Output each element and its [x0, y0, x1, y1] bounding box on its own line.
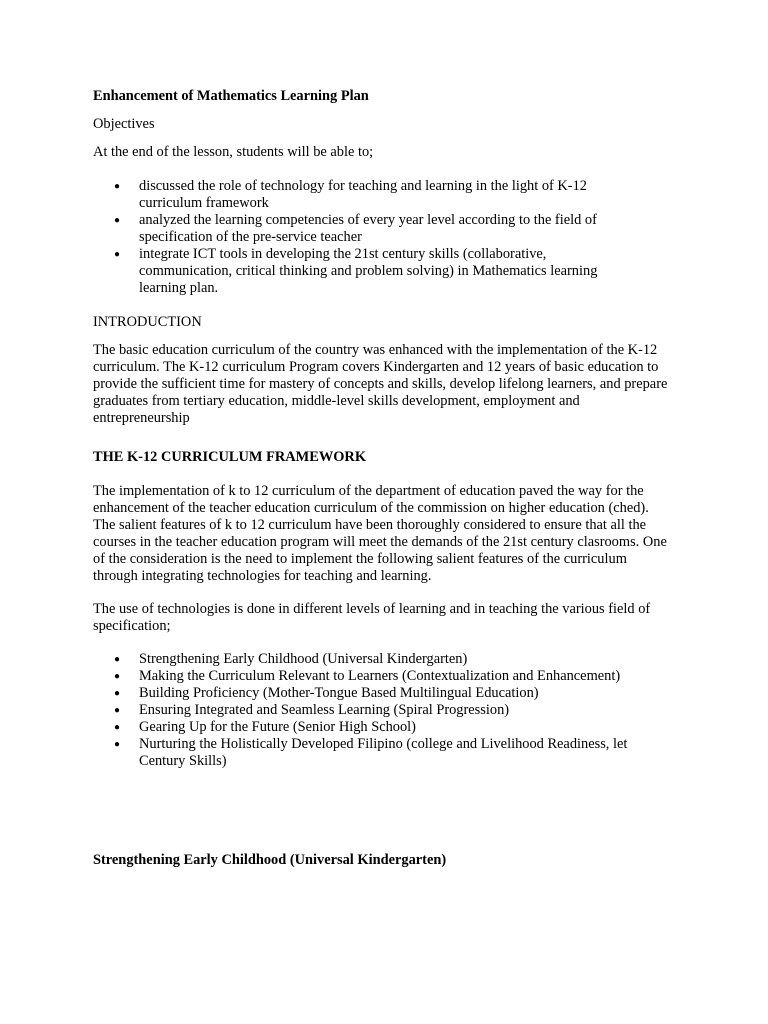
bullet-icon: ● — [114, 688, 121, 699]
bullet-icon: ● — [114, 654, 121, 665]
objective-text: discussed the role of technology for teaching and learning in the light of K-12 curriculum framework — [139, 178, 587, 211]
list-item — [93, 178, 673, 212]
list-item — [93, 719, 673, 736]
introduction-heading: INTRODUCTION — [93, 314, 202, 330]
document-title: Enhancement of Mathematics Learning Plan — [93, 88, 369, 104]
feature-text: Strengthening Early Childhood (Universal Kindergarten) — [139, 651, 468, 667]
list-item — [93, 702, 673, 719]
list-item — [93, 651, 673, 668]
feature-text: Building Proficiency (Mother-Tongue Based Multilingual Education) — [139, 685, 539, 701]
objectives-heading: Objectives — [93, 116, 155, 132]
feature-text: Ensuring Integrated and Seamless Learning (Spiral Progression) — [139, 702, 510, 718]
bullet-icon: ● — [114, 181, 121, 192]
list-item — [93, 668, 673, 685]
list-item — [93, 685, 673, 702]
list-item — [93, 736, 673, 770]
list-item — [93, 246, 673, 297]
feature-text: Gearing Up for the Future (Senior High School) — [139, 719, 416, 735]
technologies-paragraph: The use of technologies is done in different levels of learning and in teaching the various field of specification; — [93, 601, 651, 634]
introduction-paragraph: The basic education curriculum of the country was enhanced with the implementation of the K-12 curriculum. The K-12 curriculum Program covers Kindergarten and 12 years of basic education to provide the sufficient time for mastery of concepts and skills, develop lifelong learners, and prepare graduates from tertiary education, middle-level skills development, employment and entrepreneurship — [93, 342, 668, 426]
list-item — [93, 212, 673, 246]
bullet-icon: ● — [114, 215, 121, 226]
objective-text: integrate ICT tools in developing the 21st century skills (collaborative, communication, critical thinking and problem solving) in Mathematics learning learning plan. — [139, 246, 598, 296]
feature-text: Making the Curriculum Relevant to Learners (Contextualization and Enhancement) — [139, 668, 621, 684]
bullet-icon: ● — [114, 249, 121, 260]
features-list — [93, 651, 673, 770]
bullet-icon: ● — [114, 705, 121, 716]
feature-text: Nurturing the Holistically Developed Filipino (college and Livelihood Readiness, let Century Skills) — [139, 736, 628, 769]
section-heading: Strengthening Early Childhood (Universal Kindergarten) — [93, 852, 447, 868]
bullet-icon: ● — [114, 739, 121, 750]
framework-paragraph: The implementation of k to 12 curriculum of the department of education paved the way for the enhancement of the teacher education curriculum of the commission on higher education (ched). The salient features of k to 12 curriculum have been thoroughly considered to ensure that all the courses in the teacher education program will meet the demands of the 21st century clasrooms. One of the consideration is the need to implement the following salient features of the curriculum through integrating technologies for teaching and learning. — [93, 483, 667, 584]
objectives-intro: At the end of the lesson, students will be able to; — [93, 144, 374, 160]
objective-text: analyzed the learning competencies of every year level according to the field of specification of the pre-service teacher — [139, 212, 597, 245]
bullet-icon: ● — [114, 671, 121, 682]
framework-heading: THE K-12 CURRICULUM FRAMEWORK — [93, 449, 367, 465]
objectives-list — [93, 178, 673, 297]
bullet-icon: ● — [114, 722, 121, 733]
